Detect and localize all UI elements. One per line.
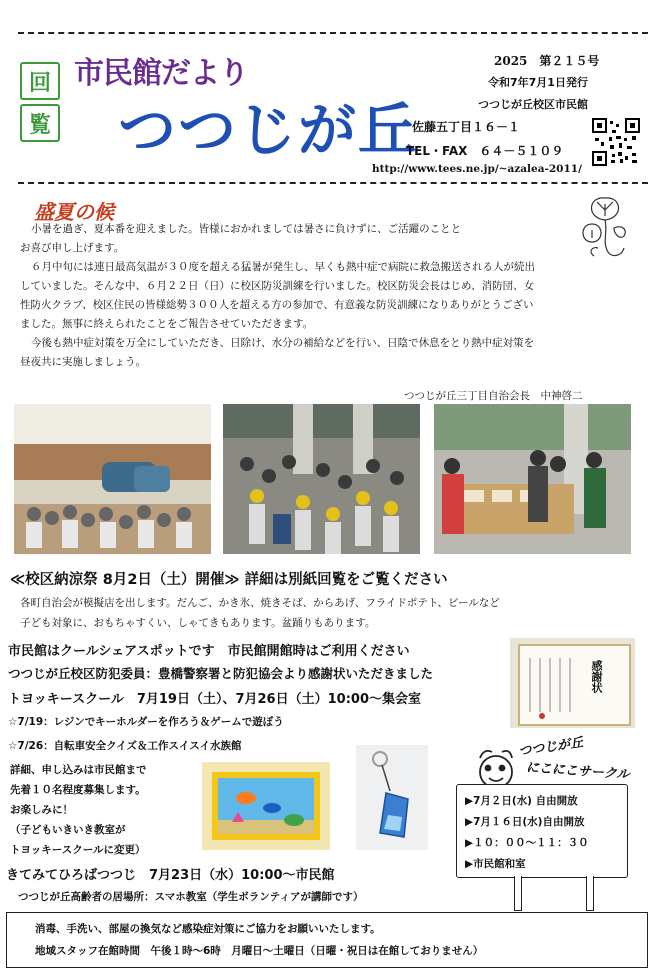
greeting-heading: 盛夏の候 [34,200,114,224]
toy-school-heading: トヨッキースクール 7月19日（土）、7月26日（土）10:00～集会室 [8,692,421,707]
circle-title-2: にこにこサークル [525,760,630,783]
circle-title-1: つつじが丘 [517,735,585,760]
greeting-signature: つつじが丘三丁目自治会長 中神啓二 [404,390,583,402]
website-url[interactable]: http://www.tees.ne.jp/~azalea-2011/ [372,163,582,175]
circle-item-4: ▶市民館和室 [465,858,526,870]
drill-photo-food [434,404,631,554]
footer-line-1: 消毒、手洗い、部屋の換気など感染症対策にご協力をお願いいたします。 [35,923,381,935]
kitemite-heading: きてみてひろばつつじ 7月23日（水）10:00～市民館 [6,868,335,883]
event-726: ☆7/26：自転車安全クイズ＆工作スイスイ水族館 [8,740,242,752]
drill-photo-yard [223,404,420,554]
certificate-label: 感謝状 [590,660,603,693]
detail-line-1: 詳細、申し込みは市民館まで [10,764,147,776]
circle-item-3: ▶１０：００～１１：３０ [465,837,589,849]
aquarium-craft-photo [202,762,330,850]
certificate-image [510,638,635,728]
festival-line-2: 子ども対象に、おもちゃすくい、しゃてきもあります。盆踊りもあります。 [20,617,376,629]
newsletter-subtitle: 市民館だより [74,56,248,91]
kairan-char-1: 回 [28,70,51,96]
greeting-p1a: 小暑を過ぎ、夏本番を迎えました。皆様におかれましては暑さに負けずに、ご活躍のことと [31,223,462,235]
top-divider [18,32,648,34]
address: 佐藤五丁目１６－１ [412,120,521,134]
smartphone-class: つつじが丘高齢者の居場所：スマホ教室（学生ボランティアが講師です） [18,891,364,903]
kairan-box-1 [20,62,60,100]
greeting-p2c: 性防火クラブ、校区住民の皆様総勢３００人を超える方の参加で、有意義な防災訓練になりありがとうござい [20,299,534,311]
detail-line-5: トヨッキースクールに変更） [10,844,146,856]
footer-line-2: 地域スタッフ在館時間 午後１時～6時 月曜日～土曜日（日曜・祝日は在館しておりません） [35,945,484,957]
cool-share-notice: 市民館はクールシェアスポットです 市民館開館時はご利用ください [8,644,410,659]
festival-line-1: 各町自治会が模擬店を出します。だんご、かき氷、焼きそば、からあげ、フライドポテト、ビールなど [20,597,500,609]
kairan-box-2 [20,104,60,142]
circle-board [456,784,628,878]
greeting-p3a: 今後も熱中症対策を万全にしていただき、日除け、水分の補給などを行い、日陰で休息をとり熱中症対策を [31,337,535,349]
tel-fax: TEL・FAX ６４－５１０９ [406,144,564,158]
newsletter-title: つつじが丘 [118,96,419,164]
festival-heading: ≪校区納涼祭 8月2日（土）開催≫ 詳細は別紙回覧をご覧ください [10,572,448,588]
greeting-p2b: していました。そんな中、６月２２日（日）に校区防災訓練を行いました。校区防災会長はじめ、消防団、女 [20,280,535,292]
detail-line-4: （子どもいきいき教室が [10,824,126,836]
footer-notice-box [6,912,648,968]
greeting-p3b: 昼夜共に実施しましょう。 [20,356,146,368]
detail-line-3: お楽しみに！ [10,804,73,816]
issue-number: 2025 第２１５号 [494,54,600,68]
header-divider [18,182,648,184]
circle-board-post [586,876,594,911]
crime-prevention-notice: つつじが丘校区防犯委員：豊橋警察署と防犯協会より感謝状いただきました [8,666,434,681]
detail-line-2: 先着１０名程度募集します。 [10,784,146,796]
greeting-p1b: お喜び申し上げます。 [20,242,125,254]
keychain-photo [356,745,428,850]
kairan-char-2: 覧 [28,112,51,138]
circle-item-2: ▶7月１６日(水)自由開放 [465,816,585,828]
event-719: ☆7/19：レジンでキーホルダーを作ろう＆ゲームで遊ぼう [8,716,284,728]
circle-item-1: ▶7月２日(水) 自由開放 [465,795,578,807]
circle-board-post [514,876,522,911]
qr-code-icon[interactable] [592,118,640,166]
toy-school-details [10,760,147,860]
greeting-p2a: ６月中旬には連日最高気温が３０度を超える猛暑が発生し、早くも熱中症で病院に救急搬送される人が続出 [31,261,535,273]
publisher: つつじが丘校区市民館 [478,98,588,111]
issue-date: 令和7年7月1日発行 [488,76,588,89]
greeting-body [20,220,640,372]
greeting-p2d: ました。無事に終えられたことをご報告させていただきます。 [20,318,314,330]
drill-photo-gym [14,404,211,554]
